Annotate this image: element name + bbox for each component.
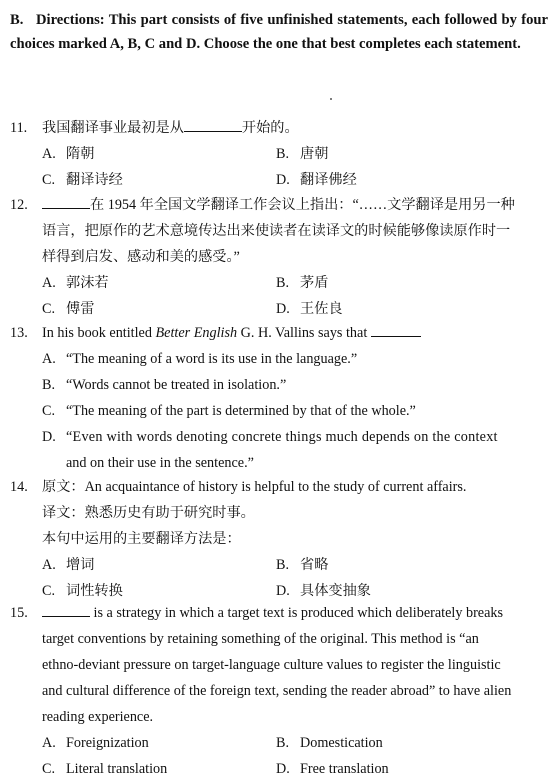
option-a: A. Foreignization — [42, 735, 149, 751]
option-b: B. 省略 — [276, 557, 329, 573]
question-number: 15. — [10, 605, 28, 621]
options-row — [10, 756, 548, 782]
question-number: 12. — [10, 197, 28, 213]
option-d-text-cont: and on their use in the sentence.” — [66, 455, 254, 471]
translation-text: 译文：熟悉历史有助于研究时事。 — [42, 505, 255, 521]
section-label: B. — [10, 12, 24, 28]
question-text-line: and cultural difference of the foreign text, sending the reader abroad” to have alien — [42, 683, 512, 699]
option-c: C. 傅雷 — [42, 301, 95, 317]
answer-blank — [42, 601, 90, 617]
answer-blank — [42, 193, 90, 209]
options-row — [10, 552, 548, 578]
option-c-text: “The meaning of the part is determined by that of the whole.” — [66, 403, 416, 419]
question-text: 我国翻译事业最初是从 — [42, 120, 184, 136]
option-c: C. 翻译诗经 — [42, 172, 123, 188]
question-number: 11. — [10, 120, 28, 136]
question-text-line: 语言，把原作的艺术意境传达出来使读者在读译文的时候能够像读原作时一 — [42, 223, 511, 239]
question-11 — [10, 115, 548, 193]
option-b-label: B. — [42, 377, 56, 393]
option-a: A. 增词 — [42, 557, 95, 573]
options-row — [10, 167, 548, 193]
option-d-text: “Even with words denoting concrete things much depends on the context — [66, 429, 498, 445]
option-c: C. Literal translation — [42, 761, 168, 777]
option-d-label: D. — [42, 429, 56, 445]
option-b: B. 唐朝 — [276, 146, 329, 162]
answer-blank — [371, 321, 421, 337]
question-text-line: 样得到启发、感动和美的感受。” — [42, 249, 240, 265]
options-row — [10, 141, 548, 167]
options-row — [10, 296, 548, 322]
question-text-end: 开始的。 — [241, 120, 299, 136]
option-c: C. 词性转换 — [42, 583, 123, 599]
question-text: In his book entitled — [42, 325, 156, 341]
question-text: 在 1954 年全国文学翻译工作会议上指出：“……文学翻译是用另一种 — [90, 197, 515, 213]
option-d: D. 王佐良 — [276, 301, 343, 317]
directions-block — [10, 8, 548, 56]
option-a-label: A. — [42, 351, 56, 367]
question-text-line: reading experience. — [42, 709, 154, 725]
question-14 — [10, 474, 548, 604]
option-c-label: C. — [42, 403, 56, 419]
option-a: A. 隋朝 — [42, 146, 95, 162]
question-number: 14. — [10, 479, 28, 495]
answer-blank — [184, 116, 242, 132]
option-a: A. 郭沫若 — [42, 275, 109, 291]
question-number: 13. — [10, 325, 28, 341]
option-b: B. 茅盾 — [276, 275, 329, 291]
book-title: Better English — [155, 325, 238, 341]
option-b: B. Domestication — [276, 735, 383, 751]
question-prompt: 本句中运用的主要翻译方法是： — [42, 531, 241, 547]
question-text-line: ethno-deviant pressure on target-language culture values to register the linguistic — [42, 657, 501, 673]
question-text-end: G. H. Vallins says that — [237, 325, 368, 341]
options-row — [10, 270, 548, 296]
option-d: D. Free translation — [276, 761, 389, 777]
question-text-line: target conventions by retaining something of the original. This method is “an — [42, 631, 479, 647]
options-row — [10, 730, 548, 756]
option-a-text: “The meaning of a word is its use in the language.” — [66, 351, 358, 367]
question-text: is a strategy in which a target text is produced which deliberately breaks — [93, 605, 504, 621]
option-d: D. 具体变抽象 — [276, 583, 371, 599]
stray-mark — [330, 98, 332, 100]
directions-text: Directions: This part consists of five unfinished statements, each followed by four choices marked A, B, C and D. Choose the one that best completes each statement. — [10, 12, 548, 52]
question-12 — [10, 192, 548, 322]
question-15 — [10, 600, 548, 782]
question-13 — [10, 320, 548, 476]
source-text: 原文：An acquaintance of history is helpful to the study of current affairs. — [42, 479, 467, 495]
option-d: D. 翻译佛经 — [276, 172, 357, 188]
option-b-text: “Words cannot be treated in isolation.” — [66, 377, 287, 393]
